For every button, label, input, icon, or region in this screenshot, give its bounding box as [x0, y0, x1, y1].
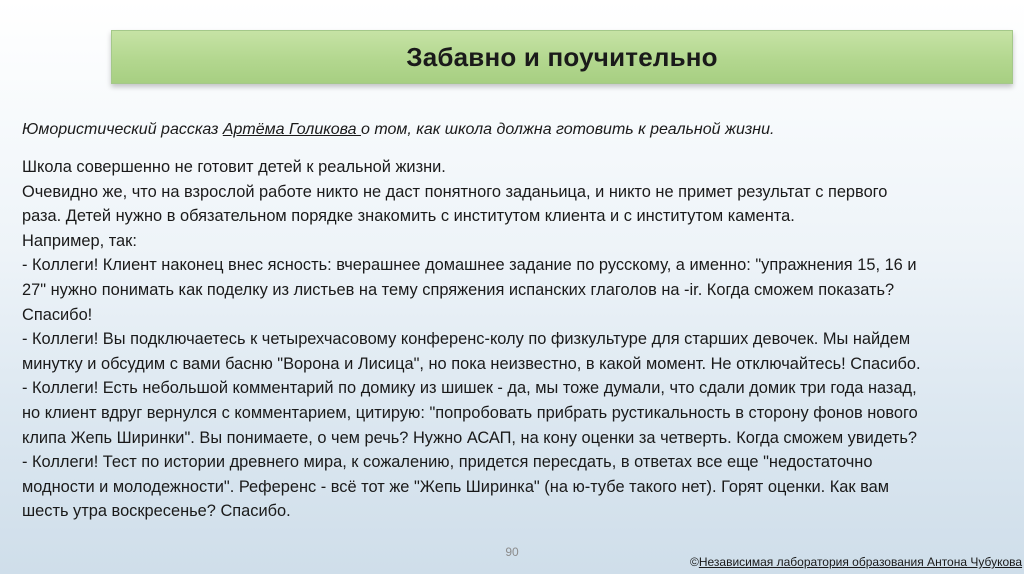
subtitle-prefix: Юмористический рассказ [22, 121, 223, 138]
copyright-symbol: © [690, 555, 699, 569]
text-line: 27" нужно понимать как поделку из листьев на тему спряжения испанских глаголов на -ir. Когда сможем показать? [22, 280, 895, 299]
slide-title: Забавно и поучительно [406, 41, 718, 72]
text-line: шесть утра воскресенье? Спасибо. [22, 502, 291, 521]
text-line: Спасибо! [22, 305, 93, 324]
text-line: - Коллеги! Тест по истории древнего мира, к сожалению, придется пересдать, в ответах все еще "недостаточно [22, 453, 873, 472]
title-banner [111, 30, 1013, 84]
subtitle [22, 121, 1012, 139]
text-line: но клиент вдруг вернулся с комментарием, цитирую: "попробовать прибрать рустикальность в сторону фонов нового [22, 403, 918, 422]
copyright [690, 555, 1022, 569]
text-line: Например, так: [22, 231, 137, 250]
text-line: - Коллеги! Есть небольшой комментарий по домику из шишек - да, мы тоже думали, что сдали домик три года назад, [22, 379, 917, 398]
text-line: модности и молодежности". Референс - всё тот же "Жепь Ширинка" (на ю-тубе такого нет). Горят оценки. Как вам [22, 477, 890, 496]
text-line: Очевидно же, что на взрослой работе никто не даст понятного заданьица, и никто не примет результат с первого [22, 182, 888, 201]
text-line: Школа совершенно не готовит детей к реальной жизни. [22, 158, 446, 176]
page-number: 90 [505, 545, 519, 559]
story-text [22, 155, 1012, 524]
text-line: минутку и обсудим с вами басню "Ворона и Лисица", но пока неизвестно, в какой момент. Не отключайтесь! Спасибо. [22, 354, 921, 373]
text-line: клипа Жепь Ширинки". Вы понимаете, о чем речь? Нужно АСАП, на кону оценки за четверть. Когда сможем увидеть? [22, 428, 918, 447]
text-line: раза. Детей нужно в обязательном порядке знакомить с институтом клиента и с институтом камента. [22, 207, 795, 226]
text-line: - Коллеги! Клиент наконец внес ясность: вчерашнее домашнее задание по русскому, а именно: "упражнения 15, 16 и [22, 256, 917, 275]
subtitle-suffix: о том, как школа должна готовить к реальной жизни. [361, 121, 775, 138]
author-link[interactable]: Артёма Голикова [222, 121, 362, 138]
copyright-link[interactable]: Независимая лаборатория образования Антона Чубукова [698, 555, 1023, 569]
text-line: - Коллеги! Вы подключаетесь к четырехчасовому конференс-колу по физкультуре для старших девочек. Мы найдем [22, 330, 911, 349]
